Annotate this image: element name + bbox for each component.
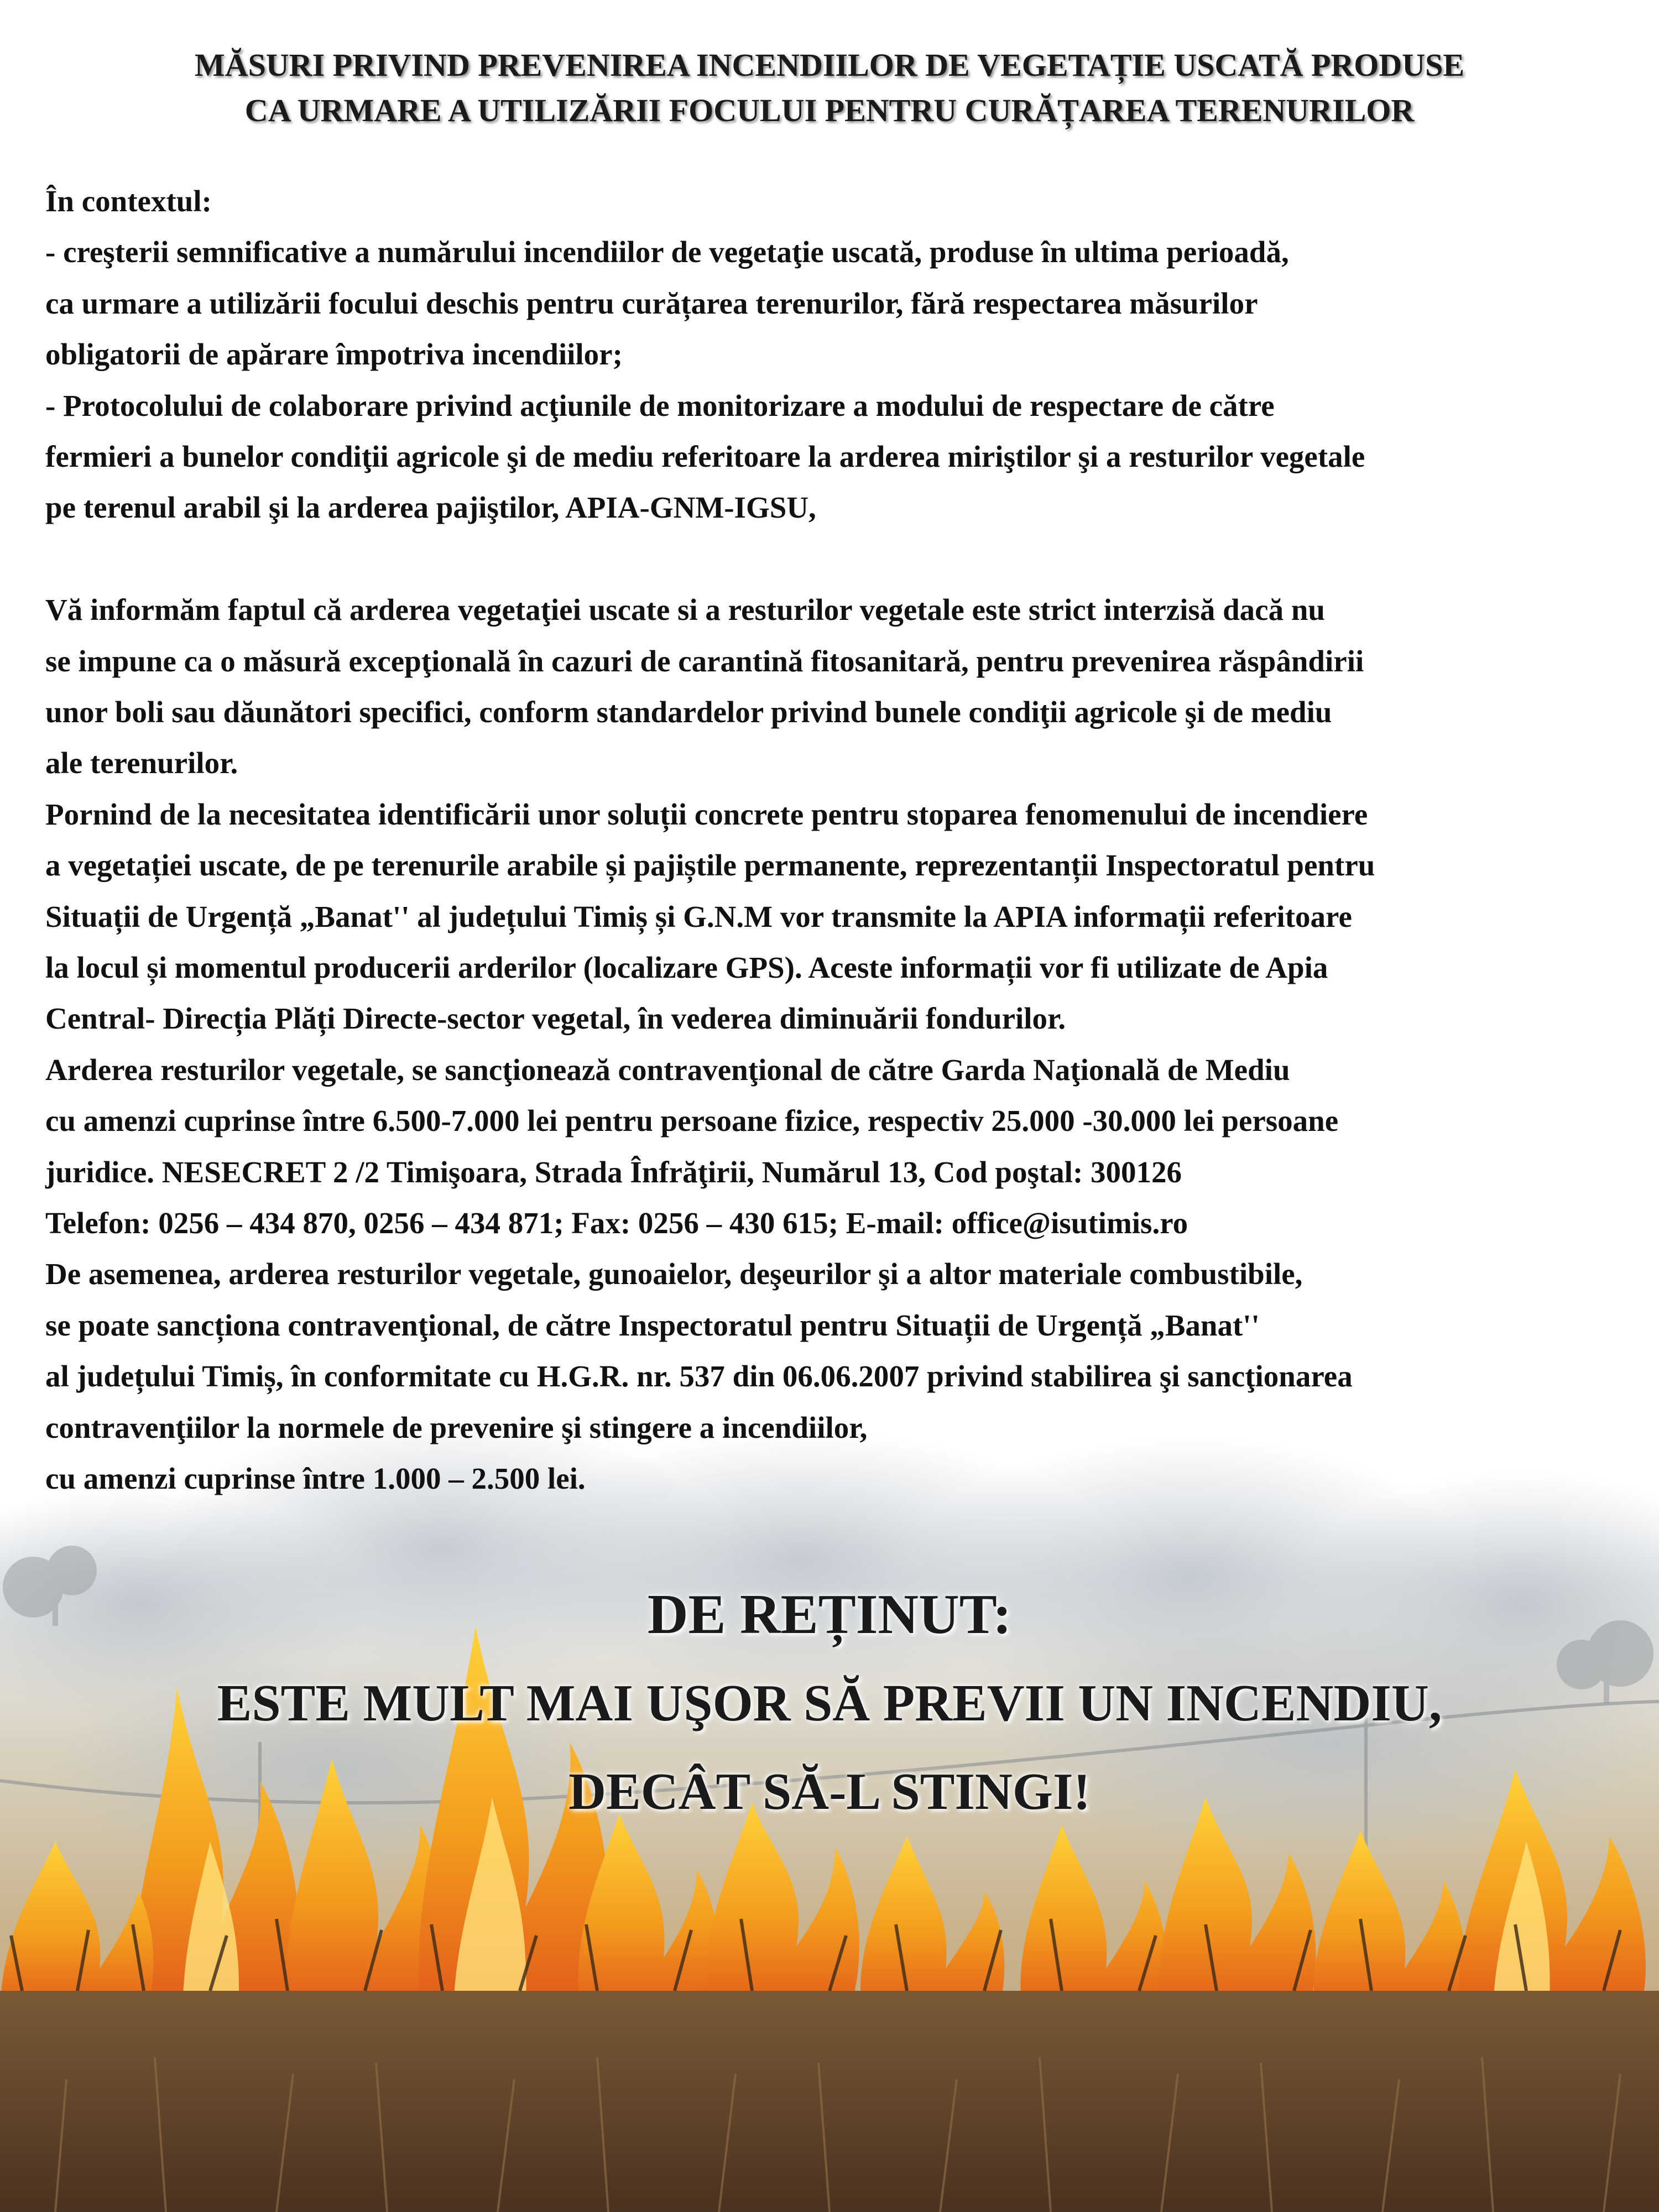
body-line: În contextul: [45, 184, 212, 218]
body-line: Pornind de la necesitatea identificării unor soluții concrete pentru stoparea fenomenului de incendiere [45, 797, 1368, 831]
body-line: fermieri a bunelor condiţii agricole şi de mediu referitoare la arderea miriştilor şi a resturilor vegetale [45, 440, 1365, 473]
body-line: Vă informăm faptul că arderea vegetaţiei uscate si a resturilor vegetale este strict interzisă dacă nu [45, 593, 1326, 627]
body-line: obligatorii de apărare împotriva incendiilor; [45, 337, 623, 372]
body-line: unor boli sau dăunători specifici, conform standardelor privind bunele condiţii agricole şi de mediu [45, 695, 1332, 729]
body-line: Telefon: 0256 – 434 870, 0256 – 434 871; Fax: 0256 – 430 615; E-mail: office@isutimis.ro [45, 1206, 1188, 1240]
body-line: juridice. NESECRET 2 /2 Timişoara, Strada Înfrăţirii, Numărul 13, Cod poştal: 300126 [45, 1155, 1182, 1189]
dry-grass [0, 1991, 1659, 2212]
body-line: De asemenea, arderea resturilor vegetale, gunoaielor, deşeurilor şi a altor materiale combustibile, [45, 1257, 1303, 1291]
body-line: al județului Timiș, în conformitate cu H.G.R. nr. 537 din 06.06.2007 privind stabilirea şi sancţionarea [45, 1359, 1353, 1394]
body-line: cu amenzi cuprinse între 1.000 – 2.500 lei. [45, 1462, 586, 1495]
body-line: pe terenul arabil şi la arderea pajiştilor, APIA-GNM-IGSU, [45, 491, 816, 525]
body-line: Arderea resturilor vegetale, se sancţionează contravenţional de către Garda Naţională de Mediu [45, 1052, 1290, 1087]
body-line: se impune ca o măsură excepţională în cazuri de carantină fitosanitară, pentru prevenirea răspândirii [45, 644, 1364, 678]
body-line: Situații de Urgență „Banat'' al județului Timiș și G.N.M vor transmite la APIA informații referitoare [45, 899, 1352, 933]
body-line: - Protocolului de colaborare privind acţiunile de monitorizare a modului de respectare de către [45, 388, 1275, 422]
body-line: se poate sancționa contravenţional, de către Inspectoratul pentru Situații de Urgență „Banat'' [45, 1308, 1260, 1342]
body-line: ale terenurilor. [45, 746, 238, 780]
body-line: cu amenzi cuprinse între 6.500-7.000 lei pentru persoane fizice, respectiv 25.000 -30.000 lei persoane [45, 1104, 1339, 1138]
body-line: ca urmare a utilizării focului deschis pentru curățarea terenurilor, fără respectarea măsurilor [45, 286, 1258, 320]
body-line: - creşterii semnificative a numărului incendiilor de vegetaţie uscată, produse în ultima perioadă, [45, 235, 1289, 269]
footer-heading: DE REȚINUT: [647, 1583, 1012, 1646]
footer-slogan-line-2: DECÂT SĂ-L STINGI! [568, 1763, 1091, 1820]
body-line: Central- Direcția Plăți Directe-sector vegetal, în vederea diminuării fondurilor. [45, 1001, 1066, 1036]
body-line: contravenţiilor la normele de prevenire şi stingere a incendiilor, [45, 1410, 868, 1444]
title-line-2: CA URMARE A UTILIZĂRII FOCULUI PENTRU CURĂȚAREA TERENURILOR [244, 92, 1415, 128]
body-line: la locul și momentul producerii arderilor (localizare GPS). Aceste informații vor fi utilizate de Apia [45, 951, 1328, 984]
footer-slogan-line-1: ESTE MULT MAI UŞOR SĂ PREVII UN INCENDIU, [217, 1674, 1442, 1732]
body-line: a vegetației uscate, de pe terenurile arabile și pajiștile permanente, reprezentanții Inspectoratul pentru [45, 848, 1375, 883]
title-line-1: MĂSURI PRIVIND PREVENIREA INCENDIILOR DE VEGETAȚIE USCATĂ PRODUSE [194, 47, 1465, 83]
